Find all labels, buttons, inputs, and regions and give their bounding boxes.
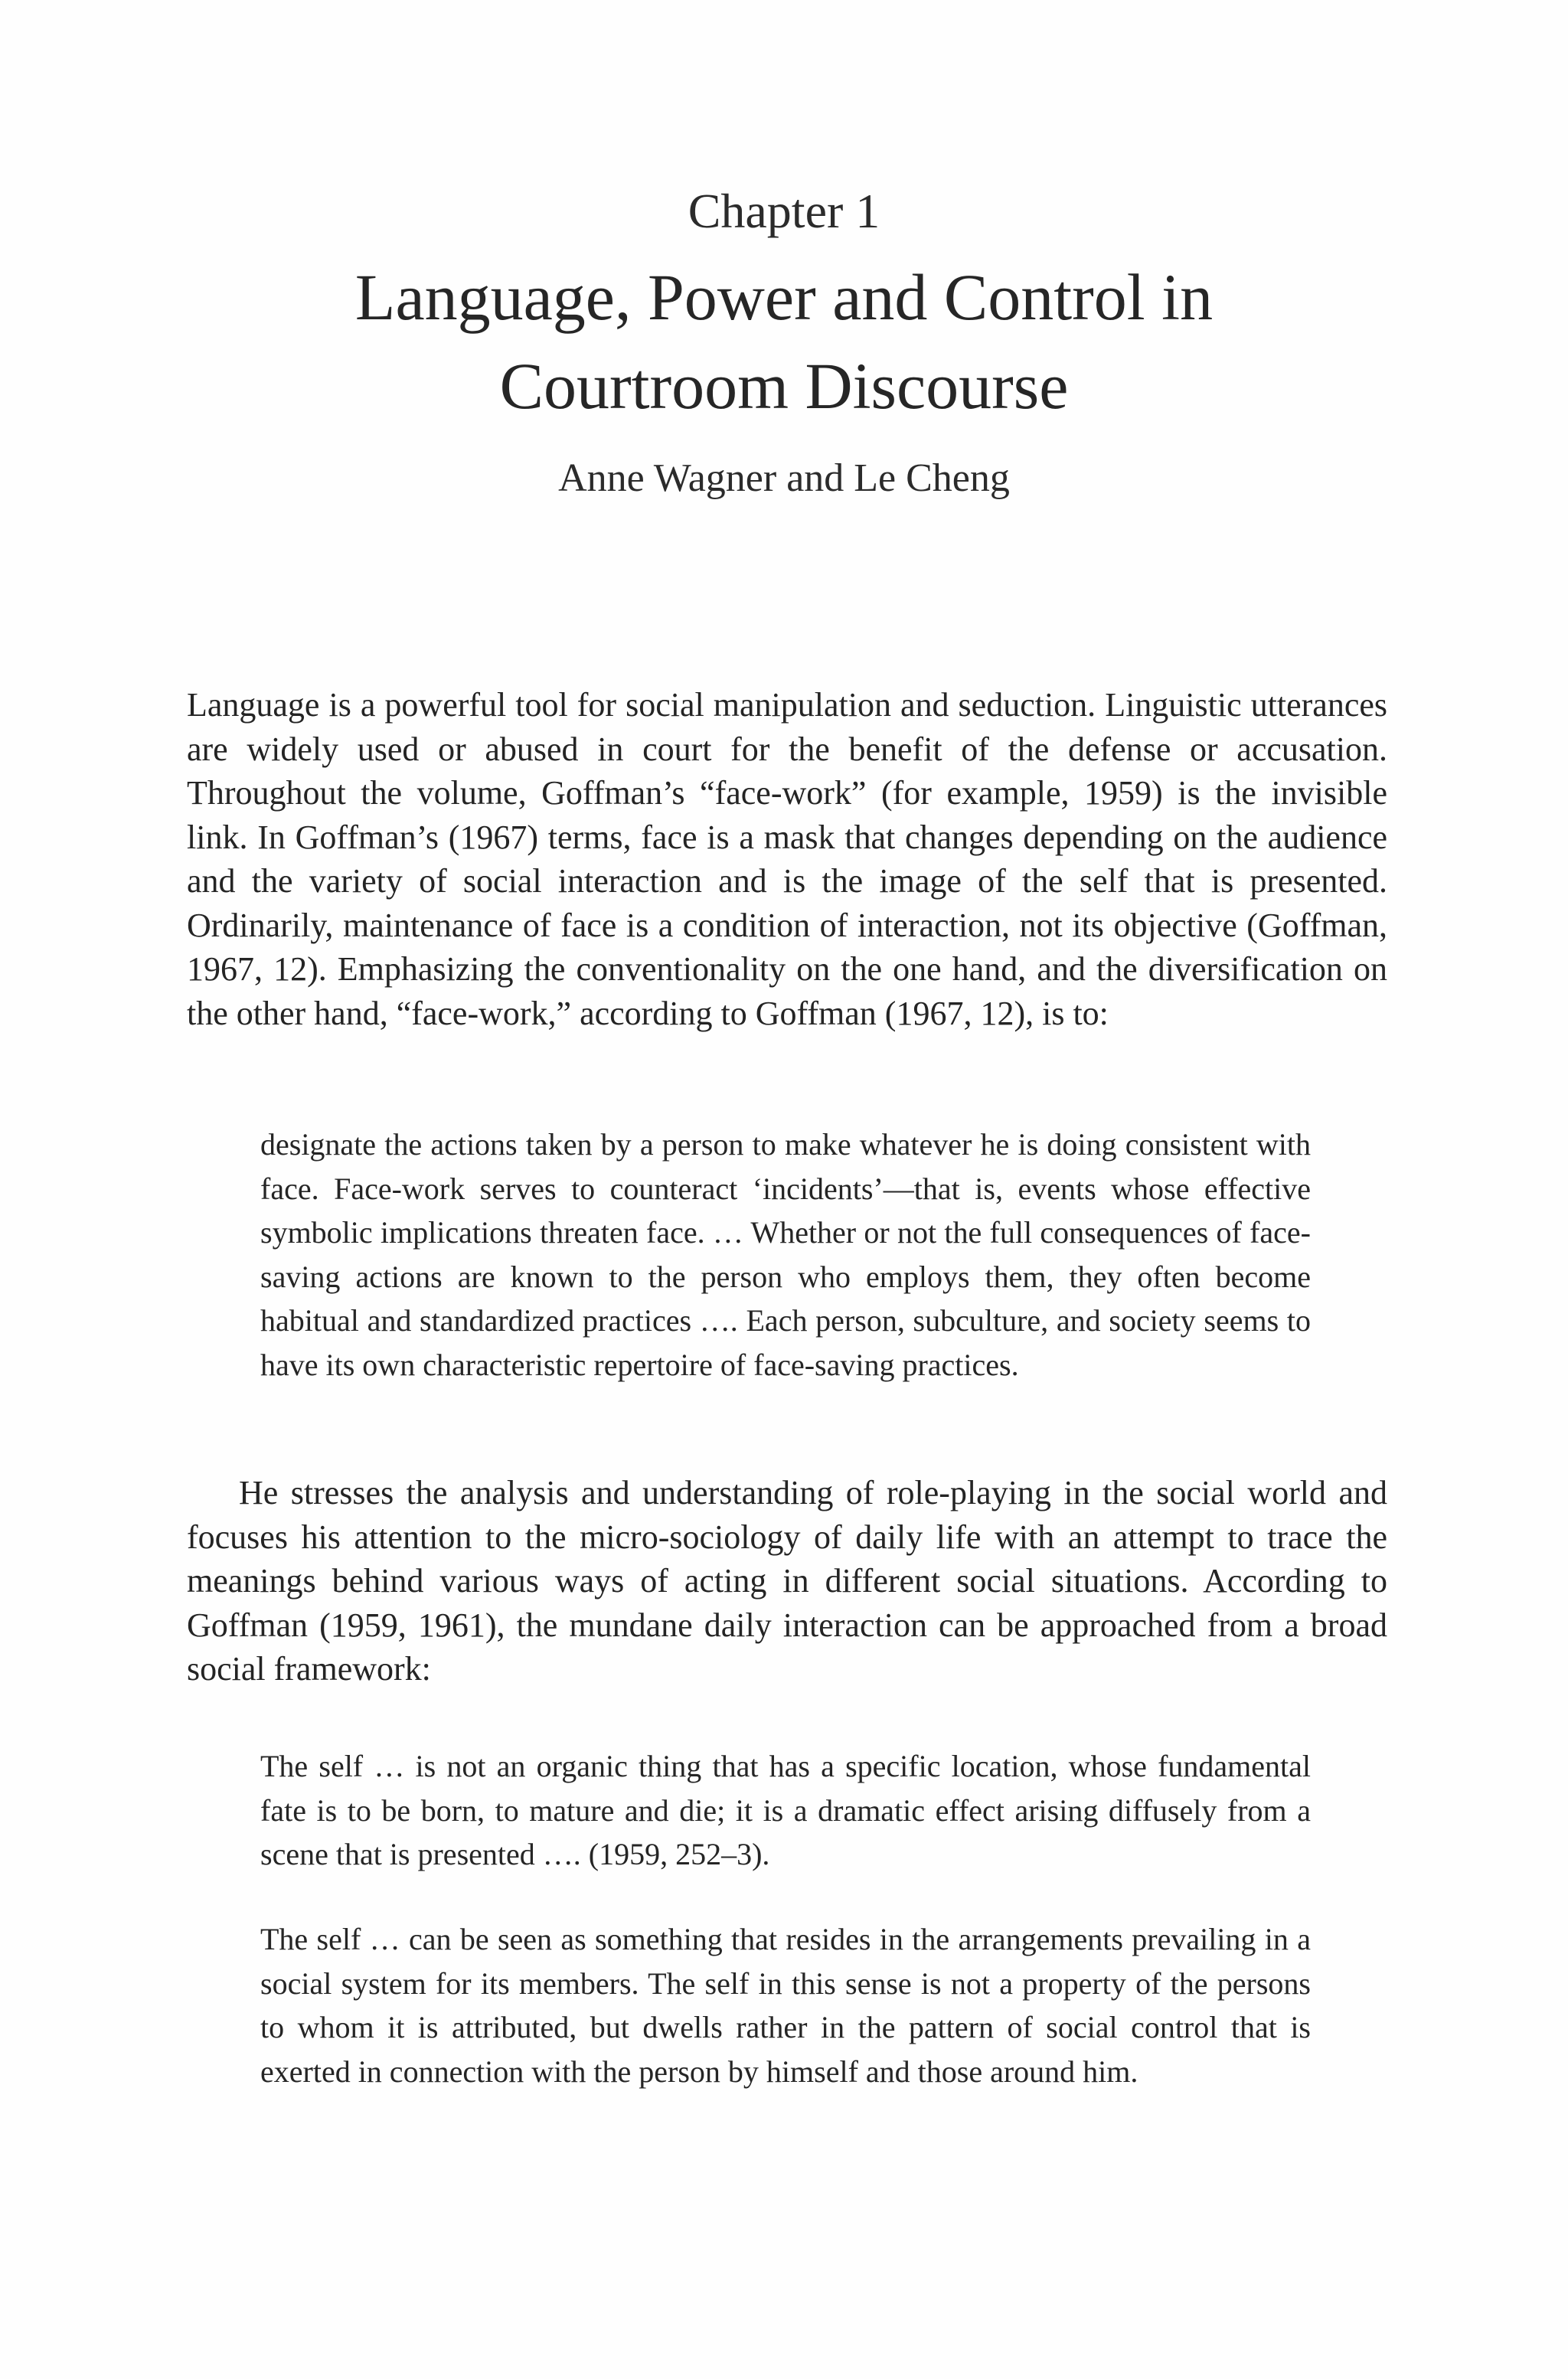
body-paragraph-2: He stresses the analysis and understanding of role-playing in the social world and focuses his attention to the micro-sociology of daily life with an attempt to trace the meanings behind various ways of acting in different social situations. According to Goffman (1959, 1961), the mundane daily interaction can be approached from a broad social framework: (187, 1474, 1387, 1688)
chapter-authors: Anne Wagner and Le Cheng (558, 456, 1010, 500)
block-quote-self-social-system: The self … can be seen as something that resides in the arrangements prevailing in a social system for its members. The self in this sense is not a property of the persons to whom it is attributed, but dwells rather in the pattern of social control that is exerted in connection with the person by himself and those around him. (260, 1922, 1311, 2089)
chapter-title (0, 253, 1568, 430)
chapter-number: Chapter 1 (688, 184, 880, 238)
block-quote-self-1959: The self … is not an organic thing that has a specific location, whose fundamental fate is to be born, to mature and die; it is a dramatic effect arising diffusely from a scene that is presented …. (1959, 252–3). (260, 1749, 1311, 1871)
block-quote-face-work: designate the actions taken by a person to make whatever he is doing consistent with face. Face-work serves to counteract ‘incidents’—that is, events whose effective symbolic implications threaten face. … Whether or not the full consequences of face-saving actions are known to the person who employs them, they often become habitual and standardized practices …. Each person, subculture, and society seems to have its own characteristic repertoire of face-saving practices. (260, 1127, 1311, 1382)
chapter-title-line-2: Courtroom Discourse (499, 349, 1069, 423)
body-paragraph-1: Language is a powerful tool for social manipulation and seduction. Linguistic utterances are widely used or abused in court for the benefit of the defense or accusation. Throughout the volume, Goffman’s “face-work” (for example, 1959) is the invisible link. In Goffman’s (1967) terms, face is a mask that changes depending on the audience and the variety of social interaction and is the image of the self that is presented. Ordinarily, maintenance of face is a condition of interaction, not its objective (Goffman, 1967, 12). Emphasizing the conventionality on the one hand, and the diversification on the other hand, “face-work,” according to Goffman (1967, 12), is to: (187, 686, 1387, 1032)
chapter-title-line-1: Language, Power and Control in (354, 260, 1214, 334)
